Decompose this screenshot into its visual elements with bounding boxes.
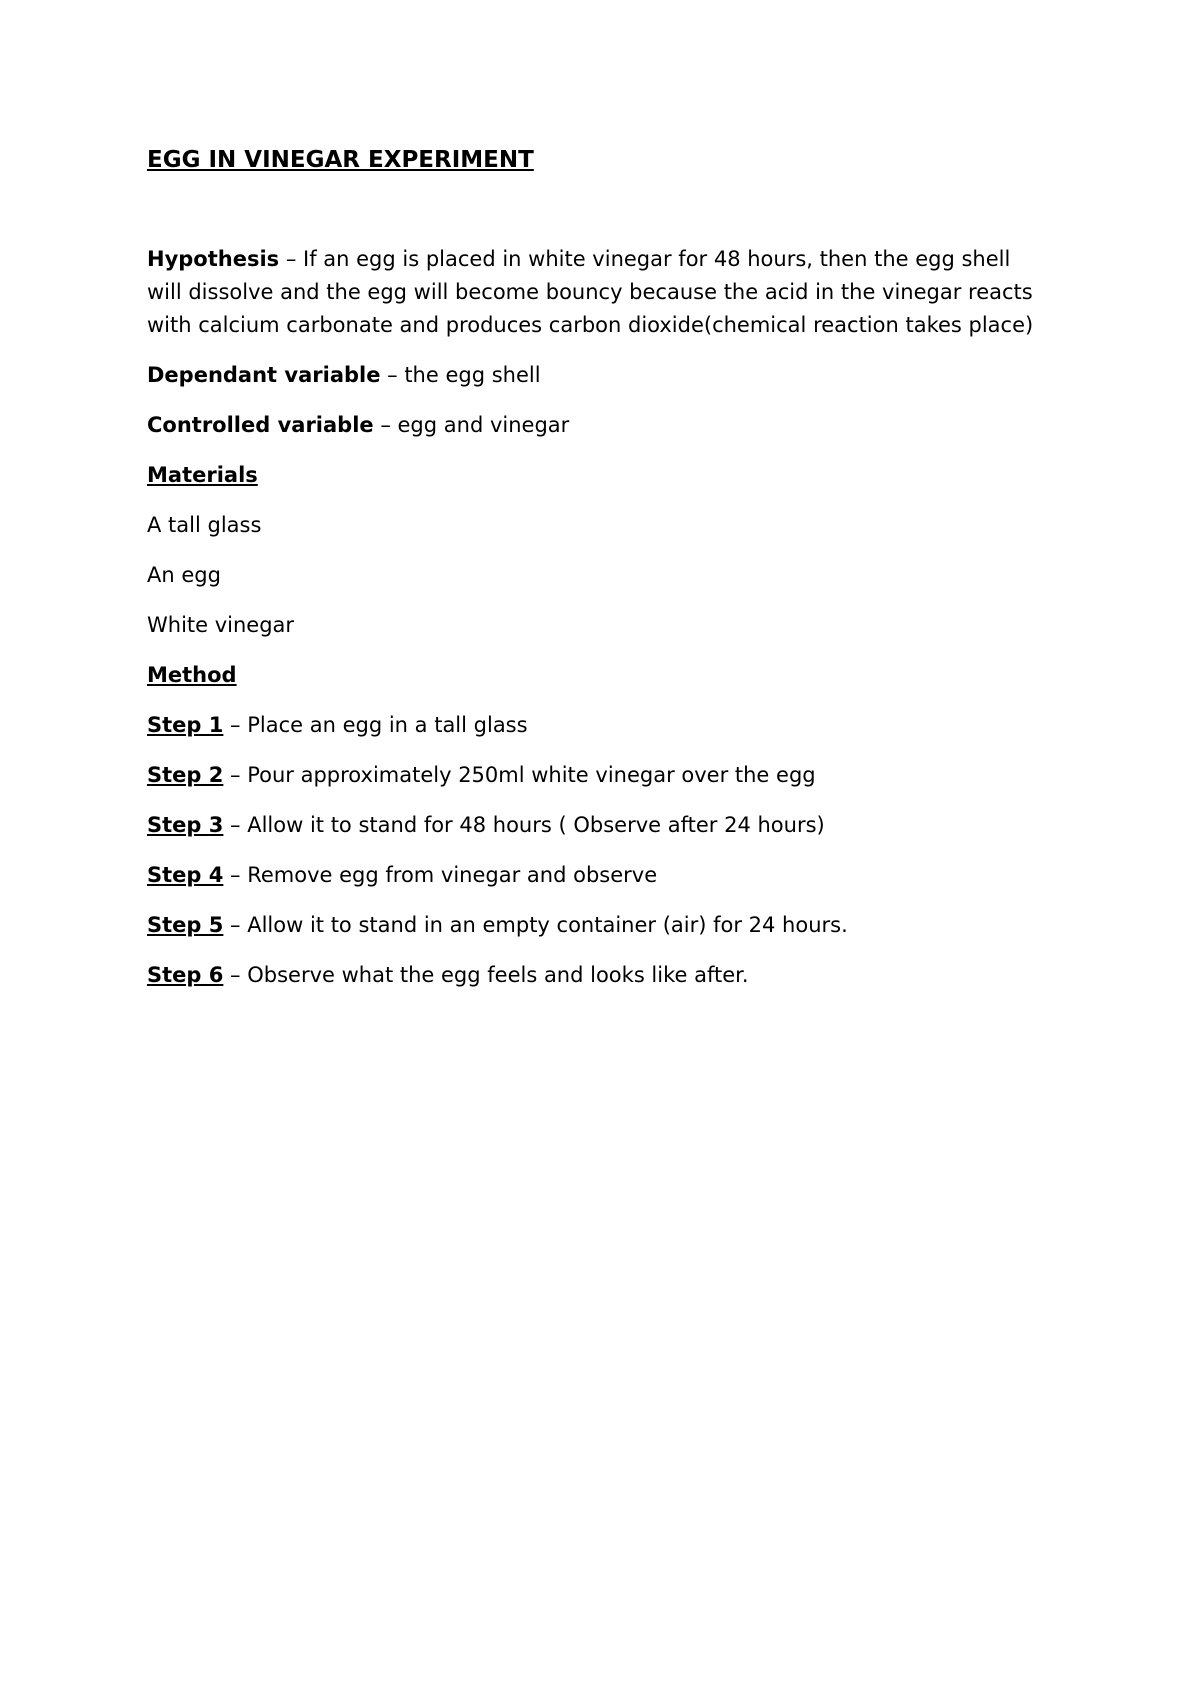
step-text: – Remove egg from vinegar and observe	[223, 863, 658, 887]
hypothesis-label: Hypothesis	[147, 247, 280, 271]
step-label: Step 3	[147, 813, 224, 837]
step-label: Step 2	[147, 763, 224, 787]
hypothesis-paragraph	[147, 243, 1047, 342]
step-label: Step 5	[147, 913, 224, 937]
method-step	[147, 959, 1047, 992]
method-step	[147, 709, 1047, 742]
document-title: EGG IN VINEGAR EXPERIMENT	[147, 147, 534, 173]
hypothesis-text: – If an egg is placed in white vinegar for 48 hours, then the egg shell will dissolve and the egg will become bouncy because the acid in the vinegar reacts with calcium carbonate and produces carbon dioxide(chemical reaction takes place)	[147, 247, 1034, 337]
step-text: – Pour approximately 250ml white vinegar over the egg	[223, 763, 816, 787]
step-label: Step 6	[147, 963, 224, 987]
document-body	[147, 140, 1047, 992]
material-item: A tall glass	[147, 513, 262, 537]
step-text: – Allow it to stand in an empty container (air) for 24 hours.	[223, 913, 848, 937]
method-heading: Method	[147, 663, 237, 687]
method-step	[147, 809, 1047, 842]
step-text: – Allow it to stand for 48 hours ( Observe after 24 hours)	[223, 813, 825, 837]
step-label: Step 1	[147, 713, 224, 737]
controlled-variable-paragraph	[147, 409, 1047, 442]
dependant-variable-label: Dependant variable	[147, 363, 381, 387]
method-step	[147, 859, 1047, 892]
step-text: – Place an egg in a tall glass	[223, 713, 528, 737]
dependant-variable-text: – the egg shell	[380, 363, 541, 387]
controlled-variable-label: Controlled variable	[147, 413, 374, 437]
step-label: Step 4	[147, 863, 224, 887]
step-text: – Observe what the egg feels and looks like after.	[223, 963, 749, 987]
materials-heading: Materials	[147, 463, 258, 487]
controlled-variable-text: – egg and vinegar	[373, 413, 570, 437]
material-item: White vinegar	[147, 613, 295, 637]
material-item: An egg	[147, 563, 221, 587]
dependant-variable-paragraph	[147, 359, 1047, 392]
method-step	[147, 759, 1047, 792]
method-step	[147, 909, 1047, 942]
